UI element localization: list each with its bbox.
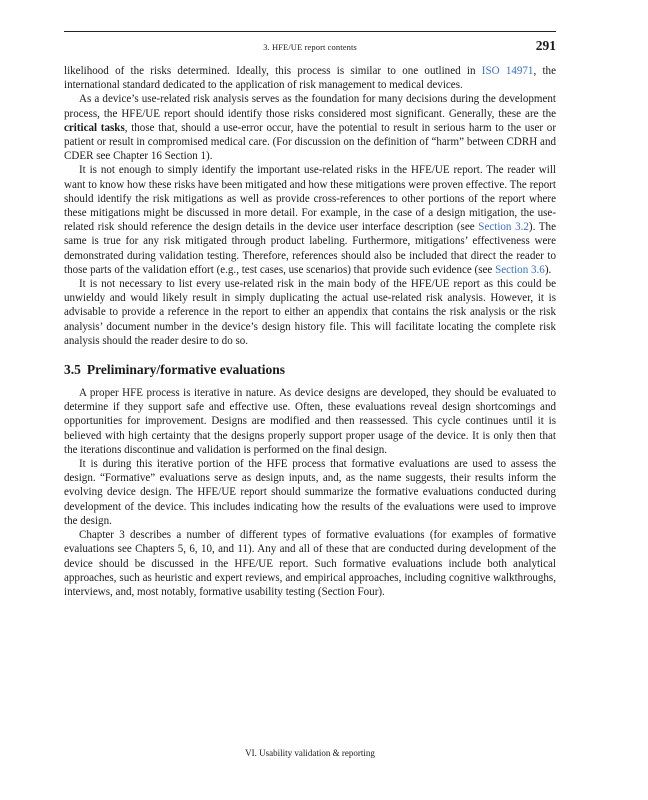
paragraph-1	[64, 64, 556, 92]
running-header	[64, 38, 556, 58]
page-number: 291	[535, 38, 556, 53]
page-footer: VI. Usability validation & reporting	[245, 748, 375, 758]
paragraph-3-text-c: ).	[544, 263, 552, 276]
section-number: 3.5	[64, 362, 81, 378]
paragraph-2	[64, 92, 556, 163]
section-paragraph-3: Chapter 3 describes a number of different types of formative evaluations (for examples of formative evaluations see Chapters 5, 6, 10, and 11). Any and all of these that are conducted during development of the device should be discussed in the HFE/UE report. Such formative evaluations include both analytical approaches, such as heuristic and expert reviews, and empirical approaches, including cognitive walkthroughs, interviews, and, most notably, formative usability testing (Section Four).	[64, 529, 556, 598]
header-rule	[64, 31, 556, 32]
paragraph-3-text-a: It is not enough to simply identify the important use-related risks in the HFE/UE report. The reader will want to know how these risks have been mitigated and how these mitigations were proven effective. The report should identify the risk mitigations as well as provide cross-references to other portions of the report where these mitigations might be discussed in more detail. For example, in the case of a design mitigation, the use-related risk should reference the design details in the device user interface description (see	[64, 164, 556, 234]
critical-tasks-term: critical tasks	[64, 121, 125, 134]
section-3-6-link[interactable]: Section 3.6	[495, 263, 545, 276]
paragraph-1-text-a: likelihood of the risks determined. Ideally, this process is similar to one outlined in	[64, 65, 482, 77]
paragraph-2-text-a: As a device’s use-related risk analysis serves as the foundation for many decisions during the development process, the HFE/UE report should identify those risks considered most significant. Generally, these are the	[64, 93, 556, 120]
section-paragraph-1: A proper HFE process is iterative in nature. As device designs are developed, they should be evaluated to determine if they support safe and effective use. Often, these evaluations reveal design shortcomings and opportunities for improvement. Designs are modified and then reassessed. This cycle continues until it is believed with high certainty that the designs properly support proper usage of the device. It is only then that the iterations discontinue and validation is performed on the final design.	[64, 387, 556, 456]
paragraph-4: It is not necessary to list every use-related risk in the main body of the HFE/UE report as this could be unwieldy and would likely result in simply duplicating the actual use-related risk analysis. However, it is advisable to provide a reference in the report to either an appendix that contains the risk analysis or the risk analysis’ document number in the device’s design history file. This will facilitate locating the complete risk analysis should the reader desire to do so.	[64, 278, 556, 347]
iso-14971-link[interactable]: ISO 14971	[481, 65, 534, 77]
paragraph-3-text-b: ). The same is true for any risk mitigated through product labeling. Furthermore, mitigations’ effectiveness were demonstrated during validation testing. Therefore, references should also be included that direct the reader to those parts of the validation effort (e.g., test cases, use scenarios) that provide such evidence (see	[64, 221, 556, 276]
paragraph-3	[64, 163, 556, 277]
paragraph-1-text-b: , the international standard dedicated to the application of risk management to medical devices.	[64, 65, 556, 92]
section-heading	[64, 361, 556, 378]
running-title: 3. HFE/UE report contents	[263, 42, 357, 52]
section-title: Preliminary/formative evaluations	[86, 362, 285, 378]
section-paragraph-2: It is during this iterative portion of the HFE process that formative evaluations are used to assess the design. “Formative” evaluations serve as design inputs, and, as the name suggests, their results inform the evolving device design. The HFE/UE report should summarize the formative evaluations conducted during development of the device. This includes indicating how the results of the evaluations were used to improve the design.	[64, 458, 556, 527]
body-text	[64, 64, 556, 599]
section-3-2-link[interactable]: Section 3.2	[478, 221, 529, 234]
paragraph-2-text-b: , those that, should a use-error occur, have the potential to result in serious harm to the user or patient or result in compromised medical care. (For discussion on the definition of “harm” between CDRH and CDER see Chapter 16 Section 1).	[64, 121, 556, 163]
